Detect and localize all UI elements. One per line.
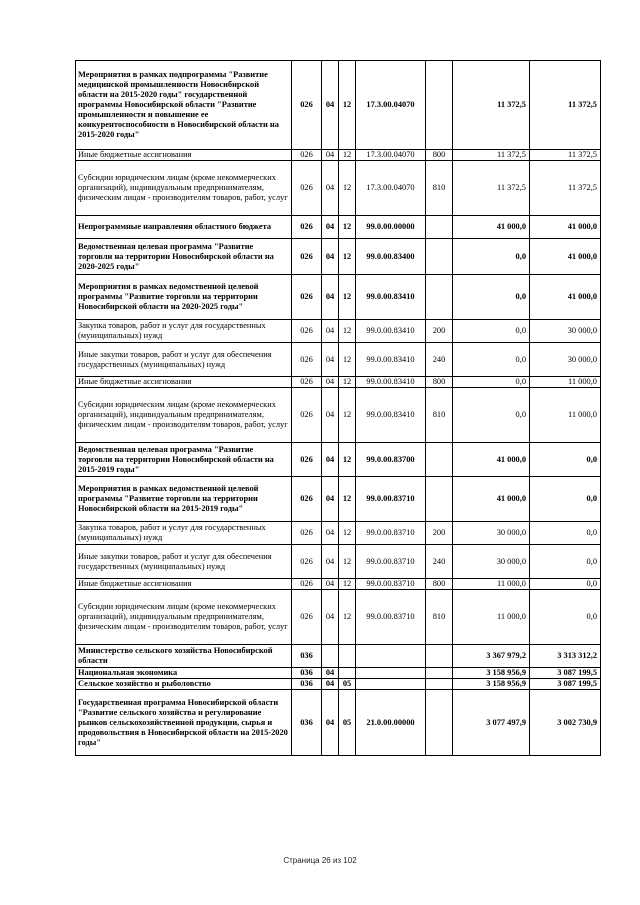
row-name-cell: Иные закупки товаров, работ и услуг для обеспечения государственных (муниципальных) нужд (76, 343, 292, 377)
row-amount-first-year-cell: 0,0 (453, 343, 530, 377)
row-section-cell: 04 (322, 477, 339, 522)
row-target-article-cell: 21.0.00.00000 (356, 690, 426, 756)
row-subsection-cell: 12 (339, 216, 356, 239)
row-amount-first-year-cell: 11 000,0 (453, 579, 530, 590)
table-row (76, 690, 601, 756)
row-subsection-cell: 12 (339, 477, 356, 522)
row-amount-second-year-cell: 0,0 (530, 443, 601, 477)
row-amount-first-year-cell: 0,0 (453, 388, 530, 443)
row-amount-first-year-cell: 0,0 (453, 377, 530, 388)
row-subsection-cell: 12 (339, 388, 356, 443)
row-ministry-code-cell: 026 (292, 239, 322, 275)
row-expense-type-cell (426, 690, 453, 756)
row-amount-first-year-cell: 41 000,0 (453, 216, 530, 239)
row-name-cell: Ведомственная целевая программа "Развитие торговли на территории Новосибирской области на 2020-2025 годы" (76, 239, 292, 275)
row-amount-second-year-cell: 11 372,5 (530, 150, 601, 161)
row-section-cell: 04 (322, 216, 339, 239)
row-target-article-cell: 99.0.00.83700 (356, 443, 426, 477)
row-name-cell: Государственная программа Новосибирской области "Развитие сельского хозяйства и регулирование рынков сельскохозяйственной продукции, сырья и продовольствия в Новосибирской области на 2015-2020 годы" (76, 690, 292, 756)
row-section-cell: 04 (322, 590, 339, 645)
row-target-article-cell: 99.0.00.83410 (356, 377, 426, 388)
row-amount-second-year-cell: 0,0 (530, 590, 601, 645)
row-subsection-cell: 12 (339, 343, 356, 377)
row-name-cell: Закупка товаров, работ и услуг для государственных (муниципальных) нужд (76, 320, 292, 343)
row-subsection-cell: 12 (339, 161, 356, 216)
row-subsection-cell: 12 (339, 239, 356, 275)
row-expense-type-cell: 240 (426, 343, 453, 377)
row-amount-second-year-cell: 0,0 (530, 522, 601, 545)
row-section-cell: 04 (322, 668, 339, 679)
row-amount-second-year-cell: 0,0 (530, 545, 601, 579)
row-section-cell: 04 (322, 579, 339, 590)
row-section-cell (322, 645, 339, 668)
row-amount-first-year-cell: 11 372,5 (453, 61, 530, 150)
row-amount-first-year-cell: 11 372,5 (453, 161, 530, 216)
row-name-cell: Субсидии юридическим лицам (кроме некоммерческих организаций), индивидуальным предпринимателям, физическим лицам - производителям товаров, работ, услуг (76, 161, 292, 216)
row-ministry-code-cell: 026 (292, 320, 322, 343)
table-row (76, 161, 601, 216)
row-amount-second-year-cell: 3 313 312,2 (530, 645, 601, 668)
row-name-cell: Национальная экономика (76, 668, 292, 679)
budget-table-body (76, 61, 601, 756)
row-name-cell: Мероприятия в рамках ведомственной целевой программы "Развитие торговли на территории Новосибирской области на 2015-2019 годы" (76, 477, 292, 522)
row-section-cell: 04 (322, 320, 339, 343)
row-ministry-code-cell: 036 (292, 668, 322, 679)
row-target-article-cell: 99.0.00.83710 (356, 522, 426, 545)
row-amount-second-year-cell: 11 000,0 (530, 388, 601, 443)
row-amount-first-year-cell: 3 367 979,2 (453, 645, 530, 668)
row-amount-first-year-cell: 41 000,0 (453, 477, 530, 522)
row-name-cell: Иные закупки товаров, работ и услуг для обеспечения государственных (муниципальных) нужд (76, 545, 292, 579)
row-amount-second-year-cell: 41 000,0 (530, 275, 601, 320)
row-name-cell: Закупка товаров, работ и услуг для государственных (муниципальных) нужд (76, 522, 292, 545)
page-footer: Страница 26 из 102 (283, 856, 357, 865)
row-amount-first-year-cell: 3 158 956,9 (453, 679, 530, 690)
row-section-cell: 04 (322, 150, 339, 161)
row-subsection-cell: 12 (339, 590, 356, 645)
row-ministry-code-cell: 026 (292, 377, 322, 388)
row-target-article-cell: 17.3.00.04070 (356, 61, 426, 150)
row-target-article-cell: 99.0.00.83410 (356, 275, 426, 320)
row-expense-type-cell (426, 239, 453, 275)
row-ministry-code-cell: 036 (292, 679, 322, 690)
table-row (76, 216, 601, 239)
row-expense-type-cell: 240 (426, 545, 453, 579)
table-row (76, 590, 601, 645)
row-expense-type-cell (426, 477, 453, 522)
row-section-cell: 04 (322, 343, 339, 377)
row-ministry-code-cell: 026 (292, 545, 322, 579)
row-subsection-cell: 05 (339, 690, 356, 756)
table-row (76, 668, 601, 679)
row-amount-first-year-cell: 30 000,0 (453, 545, 530, 579)
row-amount-second-year-cell: 3 087 199,5 (530, 679, 601, 690)
row-amount-second-year-cell: 11 000,0 (530, 377, 601, 388)
row-section-cell: 04 (322, 522, 339, 545)
table-row (76, 477, 601, 522)
row-name-cell: Иные бюджетные ассигнования (76, 377, 292, 388)
row-subsection-cell: 12 (339, 377, 356, 388)
row-subsection-cell: 12 (339, 522, 356, 545)
row-subsection-cell: 12 (339, 150, 356, 161)
row-amount-second-year-cell: 41 000,0 (530, 239, 601, 275)
row-ministry-code-cell: 026 (292, 522, 322, 545)
row-amount-second-year-cell: 41 000,0 (530, 216, 601, 239)
row-expense-type-cell (426, 679, 453, 690)
table-row (76, 522, 601, 545)
row-subsection-cell: 12 (339, 320, 356, 343)
row-amount-first-year-cell: 0,0 (453, 239, 530, 275)
row-ministry-code-cell: 026 (292, 150, 322, 161)
row-subsection-cell (339, 645, 356, 668)
row-amount-second-year-cell: 11 372,5 (530, 61, 601, 150)
table-row (76, 320, 601, 343)
table-row (76, 343, 601, 377)
row-amount-second-year-cell: 3 087 199,5 (530, 668, 601, 679)
row-target-article-cell: 99.0.00.83400 (356, 239, 426, 275)
row-target-article-cell: 99.0.00.83710 (356, 545, 426, 579)
row-target-article-cell (356, 645, 426, 668)
table-row (76, 239, 601, 275)
row-target-article-cell: 99.0.00.83710 (356, 477, 426, 522)
row-section-cell: 04 (322, 545, 339, 579)
row-subsection-cell: 12 (339, 61, 356, 150)
row-subsection-cell: 05 (339, 679, 356, 690)
row-amount-second-year-cell: 11 372,5 (530, 161, 601, 216)
row-ministry-code-cell: 026 (292, 343, 322, 377)
row-section-cell: 04 (322, 275, 339, 320)
row-amount-first-year-cell: 3 077 497,9 (453, 690, 530, 756)
row-section-cell: 04 (322, 679, 339, 690)
table-row (76, 579, 601, 590)
row-name-cell: Сельское хозяйство и рыболовство (76, 679, 292, 690)
row-amount-first-year-cell: 11 000,0 (453, 590, 530, 645)
row-target-article-cell (356, 679, 426, 690)
row-expense-type-cell: 800 (426, 377, 453, 388)
row-expense-type-cell (426, 668, 453, 679)
row-section-cell: 04 (322, 377, 339, 388)
row-target-article-cell: 99.0.00.83710 (356, 590, 426, 645)
row-amount-second-year-cell: 30 000,0 (530, 343, 601, 377)
table-row (76, 150, 601, 161)
row-section-cell: 04 (322, 61, 339, 150)
row-amount-first-year-cell: 41 000,0 (453, 443, 530, 477)
row-ministry-code-cell: 026 (292, 590, 322, 645)
row-subsection-cell: 12 (339, 275, 356, 320)
row-subsection-cell: 12 (339, 443, 356, 477)
table-row (76, 275, 601, 320)
row-expense-type-cell: 810 (426, 590, 453, 645)
table-row (76, 645, 601, 668)
row-subsection-cell: 12 (339, 579, 356, 590)
row-expense-type-cell: 800 (426, 150, 453, 161)
row-expense-type-cell (426, 275, 453, 320)
row-section-cell: 04 (322, 443, 339, 477)
row-amount-first-year-cell: 0,0 (453, 275, 530, 320)
row-name-cell: Мероприятия в рамках подпрограммы "Развитие медицинской промышленности Новосибирской области на 2015-2020 годы" государственной программы Новосибирской области "Развитие промышленности и повышение ее конкурентоспособности в Новосибирской области на 2015-2020 годы" (76, 61, 292, 150)
table-row (76, 388, 601, 443)
row-section-cell: 04 (322, 388, 339, 443)
row-ministry-code-cell: 026 (292, 477, 322, 522)
table-row (76, 61, 601, 150)
row-ministry-code-cell: 026 (292, 579, 322, 590)
row-amount-first-year-cell: 30 000,0 (453, 522, 530, 545)
row-expense-type-cell (426, 61, 453, 150)
row-expense-type-cell (426, 645, 453, 668)
row-name-cell: Министерство сельского хозяйства Новосибирской области (76, 645, 292, 668)
row-expense-type-cell: 810 (426, 388, 453, 443)
row-name-cell: Ведомственная целевая программа "Развитие торговли на территории Новосибирской области на 2015-2019 годы" (76, 443, 292, 477)
row-ministry-code-cell: 026 (292, 216, 322, 239)
row-target-article-cell: 17.3.00.04070 (356, 161, 426, 216)
row-target-article-cell: 99.0.00.83410 (356, 343, 426, 377)
row-subsection-cell: 12 (339, 545, 356, 579)
row-expense-type-cell (426, 443, 453, 477)
row-subsection-cell (339, 668, 356, 679)
row-expense-type-cell: 200 (426, 320, 453, 343)
row-amount-first-year-cell: 0,0 (453, 320, 530, 343)
row-section-cell: 04 (322, 161, 339, 216)
row-name-cell: Субсидии юридическим лицам (кроме некоммерческих организаций), индивидуальным предпринимателям, физическим лицам - производителям товаров, работ, услуг (76, 388, 292, 443)
row-amount-second-year-cell: 0,0 (530, 477, 601, 522)
row-section-cell: 04 (322, 239, 339, 275)
row-ministry-code-cell: 026 (292, 61, 322, 150)
table-row (76, 545, 601, 579)
row-target-article-cell: 99.0.00.83410 (356, 320, 426, 343)
row-ministry-code-cell: 036 (292, 645, 322, 668)
row-ministry-code-cell: 026 (292, 388, 322, 443)
row-expense-type-cell: 810 (426, 161, 453, 216)
row-expense-type-cell (426, 216, 453, 239)
row-ministry-code-cell: 026 (292, 161, 322, 216)
row-target-article-cell (356, 668, 426, 679)
table-row (76, 377, 601, 388)
table-row (76, 679, 601, 690)
row-target-article-cell: 99.0.00.83710 (356, 579, 426, 590)
row-target-article-cell: 99.0.00.00000 (356, 216, 426, 239)
row-amount-second-year-cell: 0,0 (530, 579, 601, 590)
row-name-cell: Непрограммные направления областного бюджета (76, 216, 292, 239)
budget-table (75, 60, 601, 756)
row-amount-second-year-cell: 3 002 730,9 (530, 690, 601, 756)
row-ministry-code-cell: 026 (292, 443, 322, 477)
row-name-cell: Субсидии юридическим лицам (кроме некоммерческих организаций), индивидуальным предпринимателям, физическим лицам - производителям товаров, работ, услуг (76, 590, 292, 645)
row-section-cell: 04 (322, 690, 339, 756)
row-name-cell: Иные бюджетные ассигнования (76, 579, 292, 590)
row-target-article-cell: 17.3.00.04070 (356, 150, 426, 161)
row-amount-first-year-cell: 3 158 956,9 (453, 668, 530, 679)
row-ministry-code-cell: 036 (292, 690, 322, 756)
row-expense-type-cell: 200 (426, 522, 453, 545)
row-name-cell: Иные бюджетные ассигнования (76, 150, 292, 161)
row-amount-second-year-cell: 30 000,0 (530, 320, 601, 343)
row-ministry-code-cell: 026 (292, 275, 322, 320)
row-target-article-cell: 99.0.00.83410 (356, 388, 426, 443)
row-amount-first-year-cell: 11 372,5 (453, 150, 530, 161)
row-name-cell: Мероприятия в рамках ведомственной целевой программы "Развитие торговли на территории Новосибирской области на 2020-2025 годы" (76, 275, 292, 320)
row-expense-type-cell: 800 (426, 579, 453, 590)
table-row (76, 443, 601, 477)
